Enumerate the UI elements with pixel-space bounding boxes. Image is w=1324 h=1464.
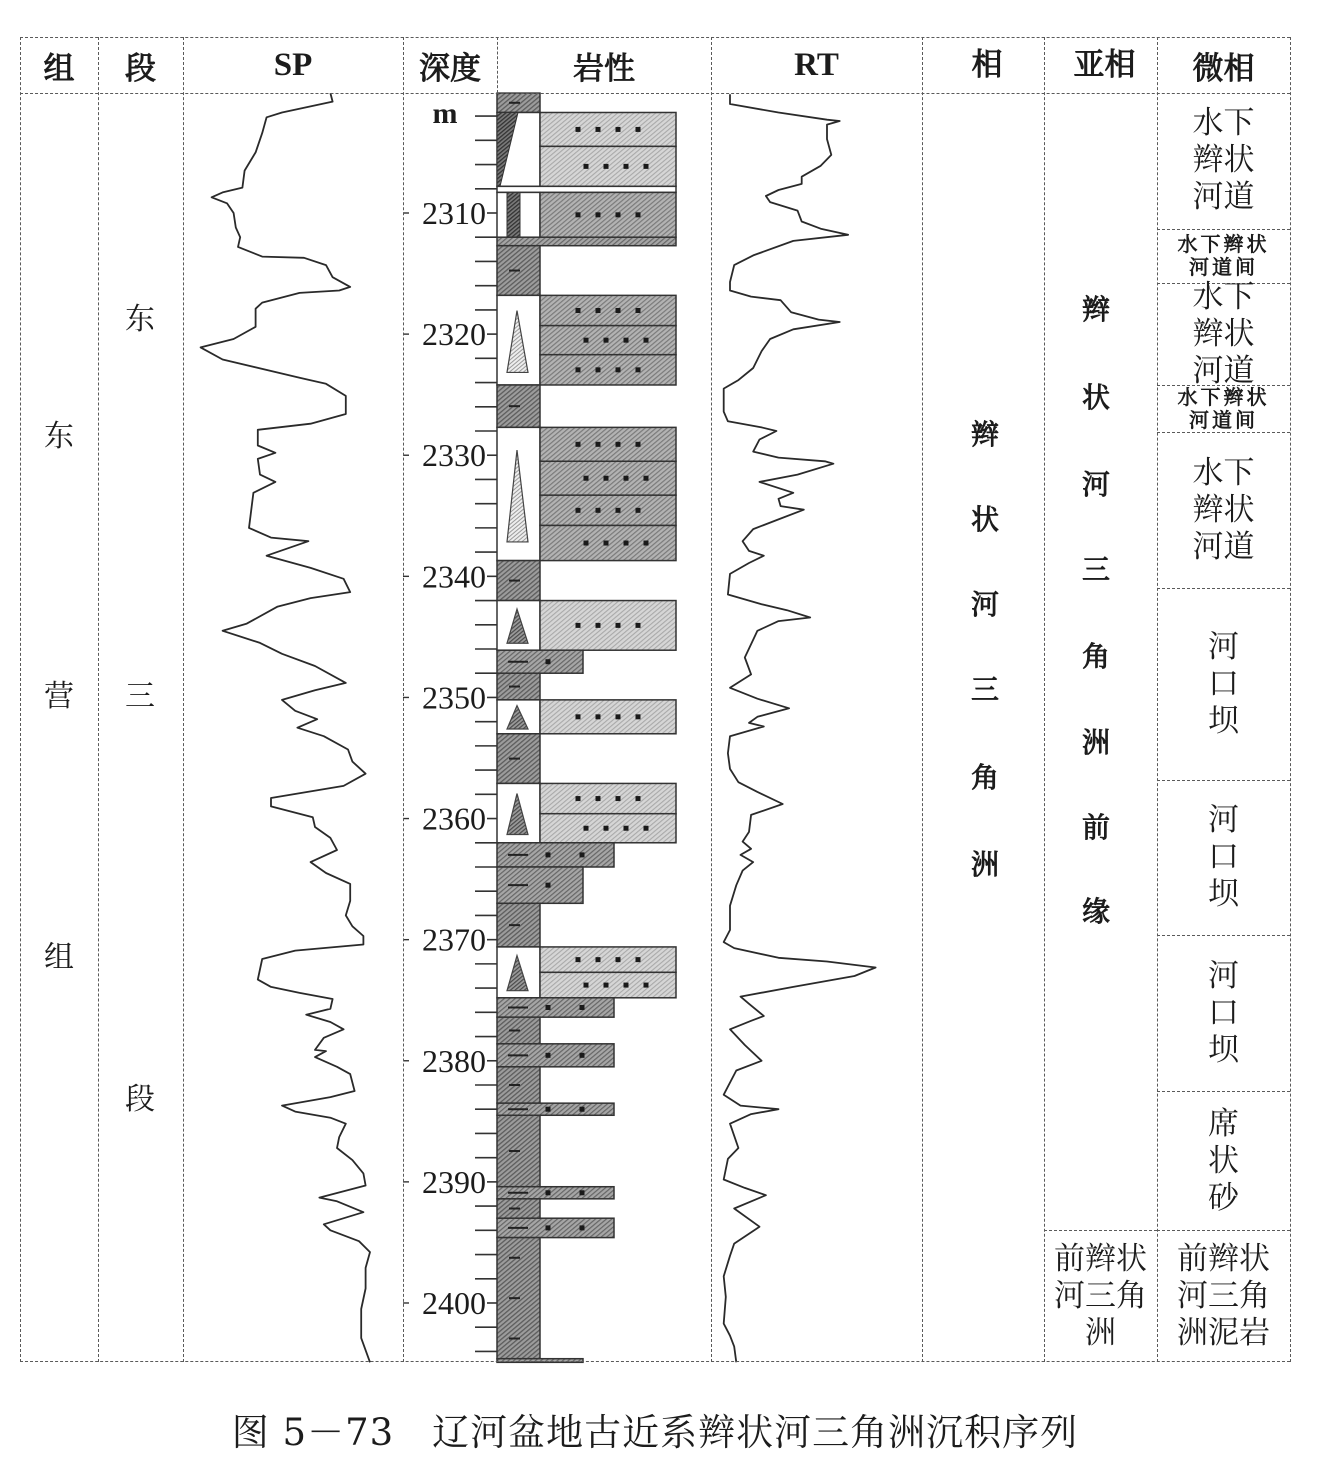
microfacies-label: 水下 [1192, 105, 1255, 142]
microfacies-label: 砂 [1208, 1179, 1239, 1216]
thin-bed [497, 237, 676, 245]
grain-dot [576, 508, 581, 513]
subfacies-char: 角 [1081, 640, 1110, 673]
depth-label: 2380 [422, 1042, 486, 1079]
lithology-layer-sandstone [497, 947, 676, 998]
microfacies-label: 河道间 [1189, 408, 1258, 433]
lithology-layer-mudstone [497, 734, 540, 784]
lithology-layer-sandstone [497, 295, 676, 385]
subfacies-char: 河 [1081, 468, 1110, 501]
uniform-bar-icon [507, 192, 520, 237]
subfacies-cell-prodelta [1044, 1230, 1157, 1362]
grain-dot [596, 508, 601, 513]
column-divider [183, 37, 184, 1362]
microfacies-cell [1157, 780, 1290, 935]
depth-label: 2360 [422, 800, 486, 837]
facies-char: 洲 [970, 848, 999, 881]
lithology-layer-mudstone [497, 561, 540, 601]
microfacies-label: 坝 [1208, 703, 1239, 740]
microfacies-label: 辫状 [1192, 142, 1255, 179]
microfacies-label: 河道间 [1189, 255, 1258, 280]
lithology-layer-mudstone [497, 93, 540, 112]
grain-dot [616, 714, 621, 719]
microfacies-label: 口 [1208, 839, 1239, 876]
header-rt: RT [794, 46, 839, 83]
sandstone-bed [540, 700, 676, 734]
lithology-layer-mudstone [497, 1067, 540, 1103]
lithology-layer-siltstone [497, 998, 614, 1017]
grain-dot [584, 338, 589, 343]
rt-curve [724, 94, 876, 1362]
grain-dot [584, 164, 589, 169]
lithology-layer-siltstone [497, 1044, 614, 1067]
subfacies-char: 状 [1081, 381, 1110, 414]
facies-char: 角 [970, 761, 999, 794]
microfacies-cell [1157, 229, 1290, 283]
grain-dot [546, 852, 551, 857]
formation-char: 东 [44, 419, 74, 454]
lithology-column [497, 93, 676, 1362]
subfacies-label: 洲 [1085, 1315, 1116, 1352]
sp-log-track [201, 93, 370, 1362]
formation-char: 营 [44, 679, 74, 714]
microfacies-label: 河 [1208, 802, 1239, 839]
column-divider [1290, 37, 1291, 1362]
microfacies-label: 前辫状 [1177, 1241, 1270, 1278]
grain-dot [604, 476, 609, 481]
member-char: 三 [125, 679, 155, 714]
column-divider [1044, 37, 1045, 1362]
grain-dot [576, 127, 581, 132]
grain-dot [636, 212, 641, 217]
grain-dot [584, 826, 589, 831]
grain-dot [546, 659, 551, 664]
lithology-layer-sandstone [497, 700, 676, 734]
grain-dot [596, 127, 601, 132]
grain-dot [596, 308, 601, 313]
grain-dot [624, 541, 629, 546]
grain-dot [580, 1053, 585, 1058]
microfacies-cell [1157, 93, 1290, 229]
grain-dot [576, 714, 581, 719]
microfacies-cell [1157, 1230, 1290, 1362]
grain-dot [584, 476, 589, 481]
grain-dot [624, 983, 629, 988]
grain-dot [644, 164, 649, 169]
lithology-layer-sandstone [497, 112, 676, 186]
grain-dot [596, 623, 601, 628]
subfacies-char: 缘 [1081, 895, 1110, 928]
grain-dot [636, 442, 641, 447]
lithology-layer-sandstone [497, 783, 676, 842]
depth-scale [403, 116, 497, 1351]
microfacies-label: 坝 [1208, 1031, 1239, 1068]
depth-label: 2370 [422, 921, 486, 958]
grain-dot [636, 623, 641, 628]
grain-dot [596, 442, 601, 447]
lithology-layer-mudstone [497, 673, 540, 700]
microfacies-cell [1157, 385, 1290, 432]
grain-dot [624, 338, 629, 343]
microfacies-label: 河道 [1192, 529, 1255, 566]
lithology-layer-mudstone [497, 1238, 540, 1359]
lithology-layer-mudstone [497, 1199, 540, 1218]
grain-dot [576, 796, 581, 801]
grain-dot [636, 796, 641, 801]
grain-dot [580, 1190, 585, 1195]
microfacies-cell [1157, 588, 1290, 779]
lithology-layer-mudstone [497, 246, 540, 296]
grain-dot [604, 541, 609, 546]
header-subfacies: 亚相 [1073, 46, 1136, 83]
microfacies-label: 坝 [1208, 876, 1239, 913]
microfacies-label: 河三角 [1177, 1278, 1270, 1315]
microfacies-label: 水下辫状 [1177, 385, 1270, 410]
sandstone-bed [540, 295, 676, 325]
microfacies-label: 河道 [1192, 179, 1255, 216]
sandstone-bed [540, 601, 676, 651]
grain-dot [616, 127, 621, 132]
header-bottom-border [20, 93, 1290, 94]
microfacies-label: 洲泥岩 [1177, 1315, 1270, 1352]
lithology-layer-mudstone [497, 1115, 540, 1186]
grain-dot [644, 541, 649, 546]
microfacies-label: 河 [1208, 629, 1239, 666]
formation-char: 组 [44, 940, 74, 975]
column-divider [922, 37, 923, 1362]
grain-dot [546, 1005, 551, 1010]
depth-label: 2400 [422, 1284, 486, 1321]
grain-dot [644, 476, 649, 481]
grain-dot [636, 308, 641, 313]
lithology-layer-siltstone [497, 1218, 614, 1237]
column-divider [711, 37, 712, 1362]
depth-label: 2310 [422, 195, 486, 231]
grain-dot [576, 442, 581, 447]
microfacies-label: 辫状 [1192, 316, 1255, 353]
grain-dot [596, 212, 601, 217]
column-divider [403, 37, 404, 1362]
grain-dot [636, 508, 641, 513]
grain-dot [624, 476, 629, 481]
grain-dot [636, 127, 641, 132]
lithology-layer-thin-bed [497, 186, 676, 192]
grain-dot [576, 623, 581, 628]
grain-dot [624, 164, 629, 169]
lithology-layer-siltstone [497, 843, 614, 867]
grain-dot [576, 212, 581, 217]
column-divider [20, 37, 21, 1362]
facies-char: 河 [970, 588, 999, 621]
grain-dot [596, 957, 601, 962]
subfacies-label: 河三角 [1054, 1278, 1147, 1315]
lithology-layer-siltstone [497, 1187, 614, 1199]
grain-dot [576, 957, 581, 962]
grain-dot [616, 957, 621, 962]
lithology-layer-mudstone [497, 385, 540, 427]
depth-label: 2340 [422, 558, 486, 595]
grain-dot [604, 826, 609, 831]
subfacies-char: 前 [1081, 811, 1110, 844]
depth-label: 2390 [422, 1163, 486, 1200]
grain-dot [576, 367, 581, 372]
grain-dot [636, 714, 641, 719]
lithology-layer-mudstone [497, 903, 540, 947]
grain-dot [616, 442, 621, 447]
grain-dot [644, 983, 649, 988]
header-sp: SP [273, 46, 313, 83]
grain-dot [546, 1190, 551, 1195]
grain-dot [616, 212, 621, 217]
microfacies-label: 河道 [1192, 353, 1255, 390]
grain-dot [580, 852, 585, 857]
grain-dot [624, 826, 629, 831]
depth-unit-label: m [432, 97, 458, 130]
grain-dot [546, 1053, 551, 1058]
microfacies-cell [1157, 935, 1290, 1091]
header-facies: 相 [971, 46, 1003, 83]
grain-dot [580, 1107, 585, 1112]
header-depth: 深度 [419, 50, 481, 87]
lithology-layer-sandstone [497, 192, 676, 237]
microfacies-label: 水下 [1192, 455, 1255, 492]
facies-char: 三 [970, 673, 999, 706]
microfacies-cell [1157, 432, 1290, 588]
grain-dot [546, 883, 551, 888]
microfacies-label: 辫状 [1192, 492, 1255, 529]
microfacies-label: 席 [1208, 1105, 1239, 1142]
subfacies-char: 辫 [1081, 293, 1110, 326]
microfacies-label: 口 [1208, 666, 1239, 703]
header-lithology: 岩性 [573, 50, 635, 87]
rt-log-track [724, 94, 876, 1362]
sandstone-bed [540, 192, 676, 237]
grain-dot [616, 367, 621, 372]
grain-dot [546, 1107, 551, 1112]
grain-dot [616, 623, 621, 628]
lithology-layer-siltstone [497, 867, 583, 903]
grain-dot [576, 308, 581, 313]
lithology-layer-siltstone [497, 1103, 614, 1115]
facies-char: 状 [970, 503, 999, 536]
grain-dot [546, 1225, 551, 1230]
grain-dot [580, 1225, 585, 1230]
grain-dot [616, 308, 621, 313]
member-char: 东 [125, 302, 155, 337]
grain-dot [580, 1005, 585, 1010]
microfacies-label: 水下辫状 [1177, 232, 1270, 257]
grain-dot [636, 367, 641, 372]
grain-dot [584, 541, 589, 546]
grain-dot [584, 983, 589, 988]
microfacies-label: 水下 [1192, 279, 1255, 316]
subfacies-char: 三 [1081, 553, 1110, 586]
column-divider [98, 37, 99, 1362]
microfacies-label: 状 [1208, 1142, 1239, 1179]
sandstone-bed [540, 355, 676, 385]
sandstone-bed [540, 427, 676, 461]
sandstone-bed [540, 783, 676, 813]
header-formation: 组 [43, 50, 75, 87]
lithology-layer-mudstone [497, 1017, 540, 1044]
grain-dot [616, 796, 621, 801]
header-member: 段 [125, 50, 156, 87]
header-microfacies: 微相 [1192, 50, 1255, 87]
member-char: 段 [125, 1082, 155, 1117]
grain-dot [604, 983, 609, 988]
figure-caption: 图 5－73 辽河盆地古近系辫状河三角洲沉积序列 [231, 1411, 1079, 1454]
microfacies-cell [1157, 1091, 1290, 1230]
lithology-layer-sandstone [497, 601, 676, 651]
grain-dot [596, 714, 601, 719]
microfacies-label: 河 [1208, 957, 1239, 994]
grain-dot [644, 826, 649, 831]
grain-dot [604, 164, 609, 169]
sp-curve [201, 93, 370, 1362]
facies-char: 辫 [970, 418, 999, 451]
grain-dot [596, 796, 601, 801]
depth-label: 2350 [422, 679, 486, 716]
grain-dot [596, 367, 601, 372]
subfacies-char: 洲 [1081, 726, 1110, 759]
grain-dot [604, 338, 609, 343]
microfacies-cell [1157, 279, 1290, 390]
microfacies-label: 口 [1208, 994, 1239, 1031]
sandstone-bed [540, 112, 676, 146]
subfacies-label: 前辫状 [1054, 1241, 1147, 1278]
grain-dot [616, 508, 621, 513]
sandstone-bed [540, 947, 676, 972]
lithology-layer-sandstone [497, 427, 676, 560]
sandstone-bed [540, 495, 676, 525]
grain-dot [644, 338, 649, 343]
thin-bed [497, 186, 676, 192]
depth-label: 2320 [422, 316, 486, 353]
lithology-layer-siltstone [497, 650, 583, 673]
depth-label: 2330 [422, 437, 486, 474]
grain-dot [636, 957, 641, 962]
lithology-layer-thin-bed [497, 237, 676, 245]
